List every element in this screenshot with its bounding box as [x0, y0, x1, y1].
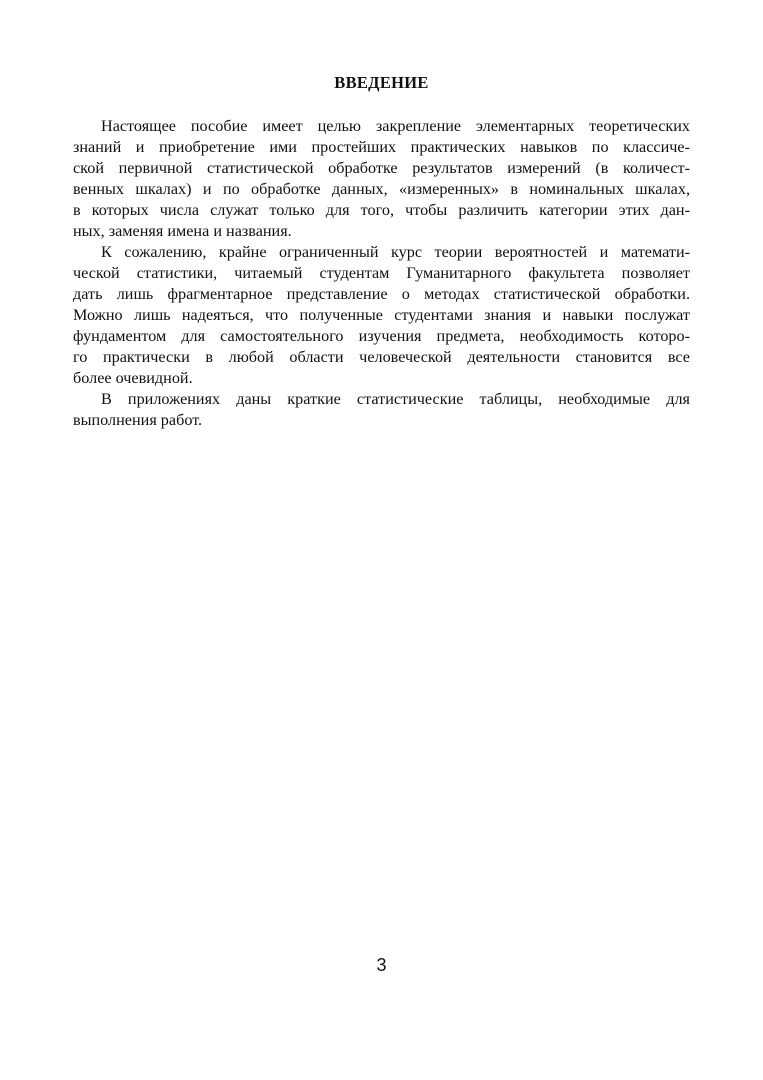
paragraph-2-line-4: Можно лишь надеяться, что полученные студентами знания и навыки послужат	[73, 306, 690, 324]
paragraph-1-line-4: венных шкалах) и по обработке данных, «измеренных» в номинальных шкалах,	[73, 180, 690, 198]
paragraph-2-line-5: фундаментом для самостоятельного изучения предмета, необходимость которо-	[73, 327, 690, 345]
paragraph-2-line-6: го практически в любой области человеческой деятельности становится все	[73, 348, 690, 366]
paragraph-3-line-1: В приложениях даны краткие статистические таблицы, необходимые для	[101, 390, 690, 408]
paragraph-1-line-6: ных, заменяя имена и названия.	[73, 222, 292, 240]
paragraph-2-line-1: К сожалению, крайне ограниченный курс теории вероятностей и математи-	[101, 243, 690, 261]
paragraph-1-line-1: Настоящее пособие имеет целью закрепление элементарных теоретических	[101, 117, 690, 135]
paragraph-2-line-2: ческой статистики, читаемый студентам Гуманитарного факультета позволяет	[73, 264, 690, 282]
paragraph-2-line-3: дать лишь фрагментарное представление о методах статистической обработки.	[73, 285, 690, 303]
paragraph-2-line-7: более очевидной.	[73, 369, 193, 387]
page-number: 3	[376, 955, 387, 975]
paragraph-1-line-5: в которых числа служат только для того, чтобы различить категории этих дан-	[73, 201, 690, 219]
paragraph-1-line-2: знаний и приобретение ими простейших практических навыков по классиче-	[73, 138, 690, 156]
paragraph-3-line-2: выполнения работ.	[73, 411, 203, 429]
body-text	[73, 116, 690, 431]
paragraph-1-line-3: ской первичной статистической обработке результатов измерений (в количест-	[73, 159, 690, 177]
page-title: ВВЕДЕНИЕ	[334, 73, 429, 92]
